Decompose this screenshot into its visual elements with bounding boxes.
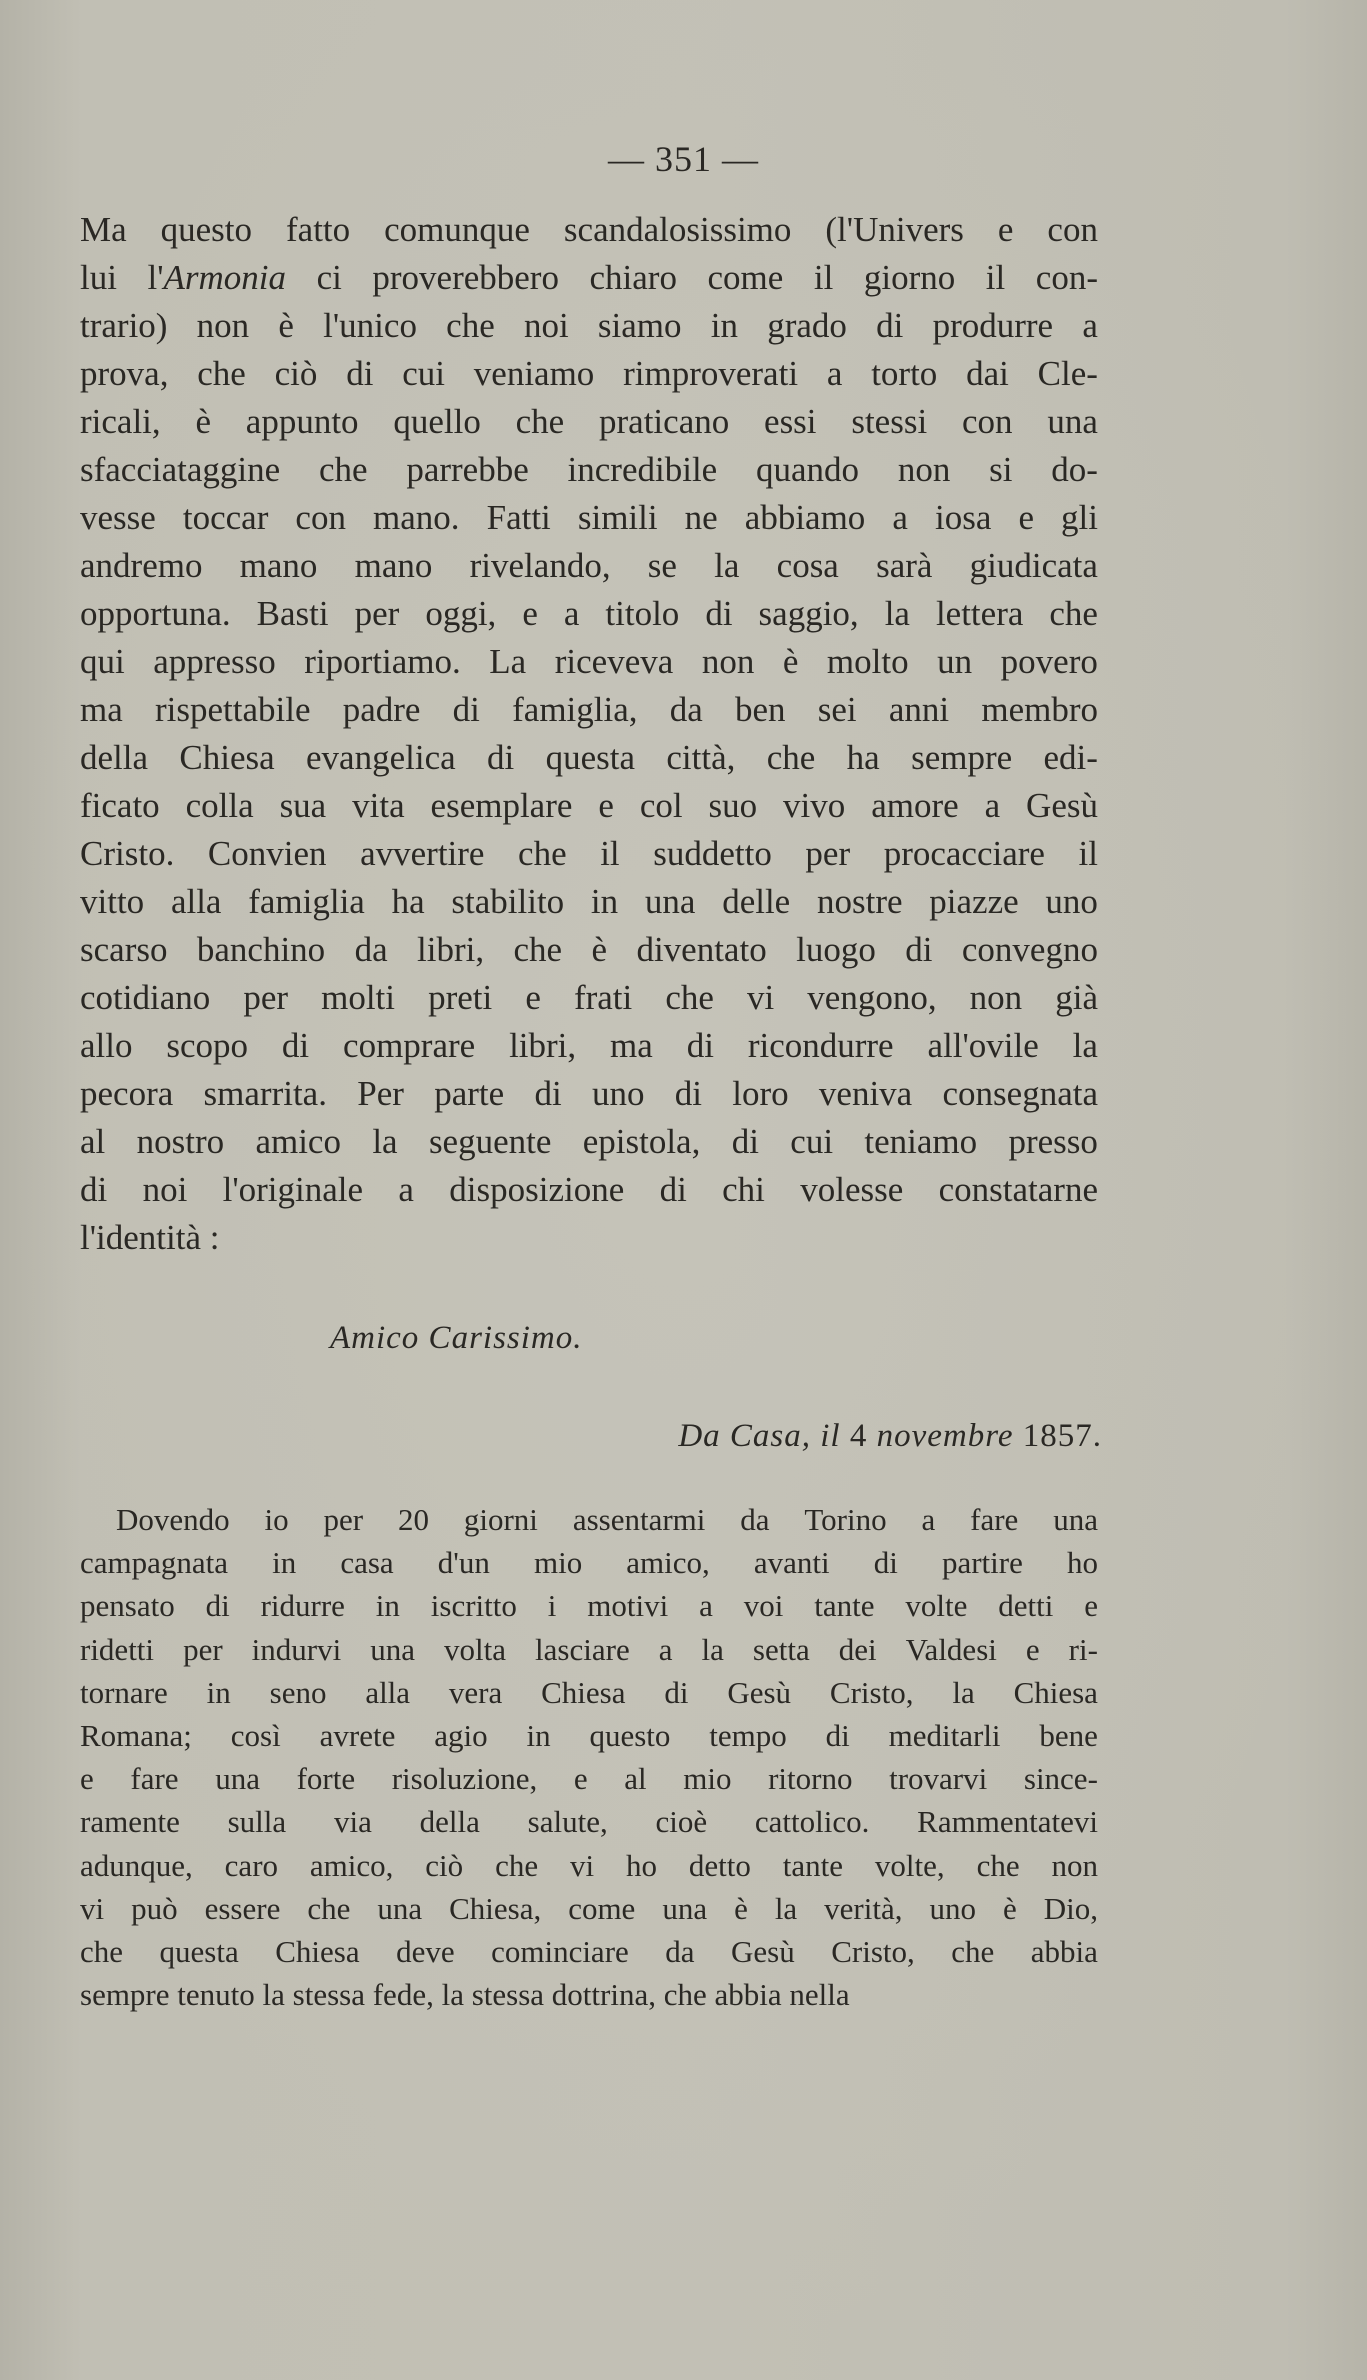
text-line: sfacciataggine che parrebbe incredibile quando non si do- — [80, 450, 1098, 489]
text-line: Romana; così avrete agio in questo tempo di meditarli bene — [80, 1717, 1098, 1753]
text-line: l'identità : — [80, 1218, 220, 1257]
text-line: ma rispettabile padre di famiglia, da ben sei anni membro — [80, 690, 1098, 729]
letter-salutation: Amico Carissimo. — [330, 1320, 583, 1356]
text-line: che questa Chiesa deve cominciare da Gesù Cristo, che abbia — [80, 1933, 1098, 1969]
text-line: vitto alla famiglia ha stabilito in una delle nostre piazze uno — [80, 882, 1098, 921]
text-line: ramente sulla via della salute, cioè cattolico. Rammentatevi — [80, 1804, 1098, 1840]
main-paragraph — [80, 206, 1098, 1262]
text-line: prova, che ciò di cui veniamo rimproverati a torto dai Cle- — [80, 354, 1098, 393]
text-line: e fare una forte risoluzione, e al mio ritorno trovarvi since- — [80, 1761, 1098, 1797]
dateline-year: 1857. — [1022, 1418, 1102, 1454]
text-line: di noi l'originale a disposizione di chi volesse constatarne — [80, 1170, 1098, 1209]
text-line: ficato colla sua vita esemplare e col suo vivo amore a Gesù — [80, 786, 1098, 825]
text-line: allo scopo di comprare libri, ma di ricondurre all'ovile la — [80, 1026, 1098, 1065]
dateline-place: Da Casa, — [678, 1418, 812, 1454]
text-line: andremo mano mano rivelando, se la cosa sarà giudicata — [80, 546, 1098, 585]
text-line: ridetti per indurvi una volta lasciare a la setta dei Valdesi e ri- — [80, 1631, 1098, 1667]
text-line: cotidiano per molti preti e frati che vi vengono, non già — [80, 978, 1098, 1017]
text-line: campagnata in casa d'un mio amico, avanti di partire ho — [80, 1545, 1098, 1581]
text-line: Cristo. Convien avvertire che il suddetto per procacciare il — [80, 834, 1098, 873]
dateline-il: il — [820, 1418, 841, 1454]
dateline-month: novembre — [876, 1418, 1014, 1454]
text-line: ricali, è appunto quello che praticano essi stessi con una — [80, 402, 1098, 441]
text-line: vesse toccar con mano. Fatti simili ne abbiamo a iosa e gli — [80, 498, 1098, 537]
text-line: sempre tenuto la stessa fede, la stessa dottrina, che abbia nella — [80, 1977, 850, 2013]
text-line: Dovendo io per 20 giorni assentarmi da Torino a fare una — [116, 1502, 1098, 1537]
text-line: opportuna. Basti per oggi, e a titolo di saggio, la lettera che — [80, 594, 1098, 633]
page-number: — 351 — — [608, 139, 759, 179]
letter-dateline — [678, 1418, 1102, 1455]
text-line: qui appresso riportiamo. La riceveva non è molto un povero — [80, 642, 1098, 681]
text-line: lui l'Armonia ci proverebbero chiaro come il giorno il con- — [80, 258, 1098, 297]
text-line: al nostro amico la seguente epistola, di cui teniamo presso — [80, 1122, 1098, 1161]
dateline-day: 4 — [849, 1418, 868, 1454]
text-line: scarso banchino da libri, che è diventato luogo di convegno — [80, 930, 1098, 969]
letter-body — [80, 1498, 1098, 2016]
text-line: trario) non è l'unico che noi siamo in grado di produrre a — [80, 306, 1098, 345]
text-line: pensato di ridurre in iscritto i motivi a voi tante volte detti e — [80, 1588, 1098, 1624]
text-line: della Chiesa evangelica di questa città, che ha sempre edi- — [80, 738, 1098, 777]
text-line: pecora smarrita. Per parte di uno di loro veniva consegnata — [80, 1074, 1098, 1113]
text-line: adunque, caro amico, ciò che vi ho detto tante volte, che non — [80, 1847, 1098, 1883]
text-line: vi può essere che una Chiesa, come una è la verità, uno è Dio, — [80, 1890, 1098, 1926]
text-line: tornare in seno alla vera Chiesa di Gesù Cristo, la Chiesa — [80, 1674, 1098, 1710]
text-line: Ma questo fatto comunque scandalosissimo (l'Univers e con — [80, 210, 1098, 249]
